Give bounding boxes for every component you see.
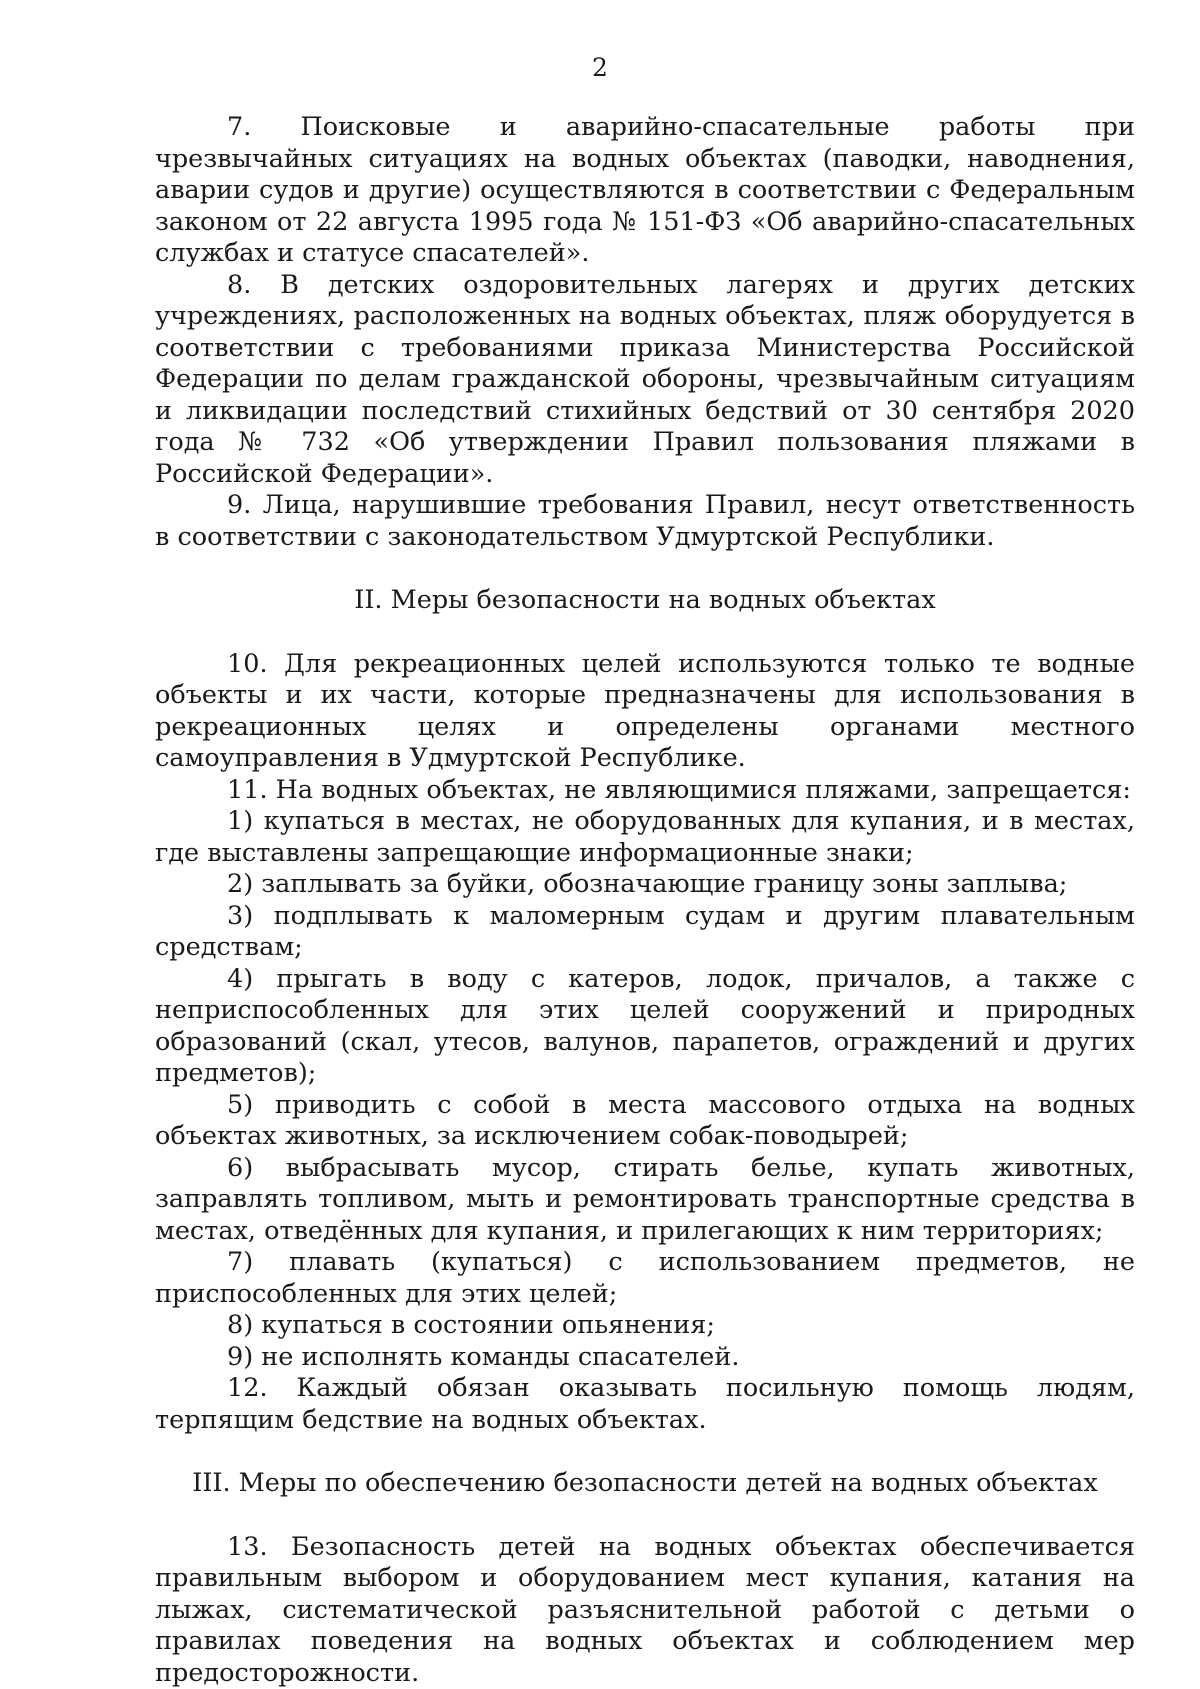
list-item-11-9: 9) не исполнять команды спасателей. [155, 1342, 1135, 1374]
paragraph-9: 9. Лица, нарушившие требования Правил, несут ответственность в соответствии с законодательством Удмуртской Республики. [155, 490, 1135, 553]
document-body [155, 112, 1135, 1689]
paragraph-11: 11. На водных объектах, не являющимися пляжами, запрещается: [155, 775, 1135, 807]
page-number: 2 [0, 52, 1200, 84]
paragraph-12: 12. Каждый обязан оказывать посильную помощь людям, терпящим бедствие на водных объектах. [155, 1373, 1135, 1436]
paragraph-8: 8. В детских оздоровительных лагерях и других детских учреждениях, расположенных на водных объектах, пляж оборудуется в соответствии с требованиями приказа Министерства Российской Федерации по делам гражданской обороны, чрезвычайным ситуациям и ликвидации последствий стихийных бедствий от 30 сентября 2020 года № 732 «Об утверждении Правил пользования пляжами в Российской Федерации». [155, 270, 1135, 491]
paragraph-13: 13. Безопасность детей на водных объектах обеспечивается правильным выбором и оборудованием мест купания, катания на лыжах, систематической разъяснительной работой с детьми о правилах поведения на водных объектах и соблюдением мер предосторожности. [155, 1532, 1135, 1689]
section-heading-2: II. Меры безопасности на водных объектах [155, 585, 1135, 617]
list-item-11-6: 6) выбрасывать мусор, стирать белье, купать животных, заправлять топливом, мыть и ремонтировать транспортные средства в местах, отведённых для купания, и прилегающих к ним территориях; [155, 1153, 1135, 1248]
paragraph-10: 10. Для рекреационных целей используются только те водные объекты и их части, которые предназначены для использования в рекреационных целях и определены органами местного самоуправления в Удмуртской Республике. [155, 649, 1135, 775]
section-heading-3: III. Меры по обеспечению безопасности детей на водных объектах [155, 1468, 1135, 1500]
list-item-11-7: 7) плавать (купаться) с использованием предметов, не приспособленных для этих целей; [155, 1247, 1135, 1310]
list-item-11-4: 4) прыгать в воду с катеров, лодок, причалов, а также с неприспособленных для этих целей сооружений и природных образований (скал, утесов, валунов, парапетов, ограждений и других предметов); [155, 964, 1135, 1090]
list-item-11-8: 8) купаться в состоянии опьянения; [155, 1310, 1135, 1342]
list-item-11-3: 3) подплывать к маломерным судам и другим плавательным средствам; [155, 901, 1135, 964]
list-item-11-5: 5) приводить с собой в места массового отдыха на водных объектах животных, за исключением собак-поводырей; [155, 1090, 1135, 1153]
paragraph-7: 7. Поисковые и аварийно-спасательные работы при чрезвычайных ситуациях на водных объектах (паводки, наводнения, аварии судов и другие) осуществляются в соответствии с Федеральным законом от 22 августа 1995 года № 151-ФЗ «Об аварийно-спасательных службах и статусе спасателей». [155, 112, 1135, 270]
list-item-11-2: 2) заплывать за буйки, обозначающие границу зоны заплыва; [155, 869, 1135, 901]
list-item-11-1: 1) купаться в местах, не оборудованных для купания, и в местах, где выставлены запрещающие информационные знаки; [155, 806, 1135, 869]
